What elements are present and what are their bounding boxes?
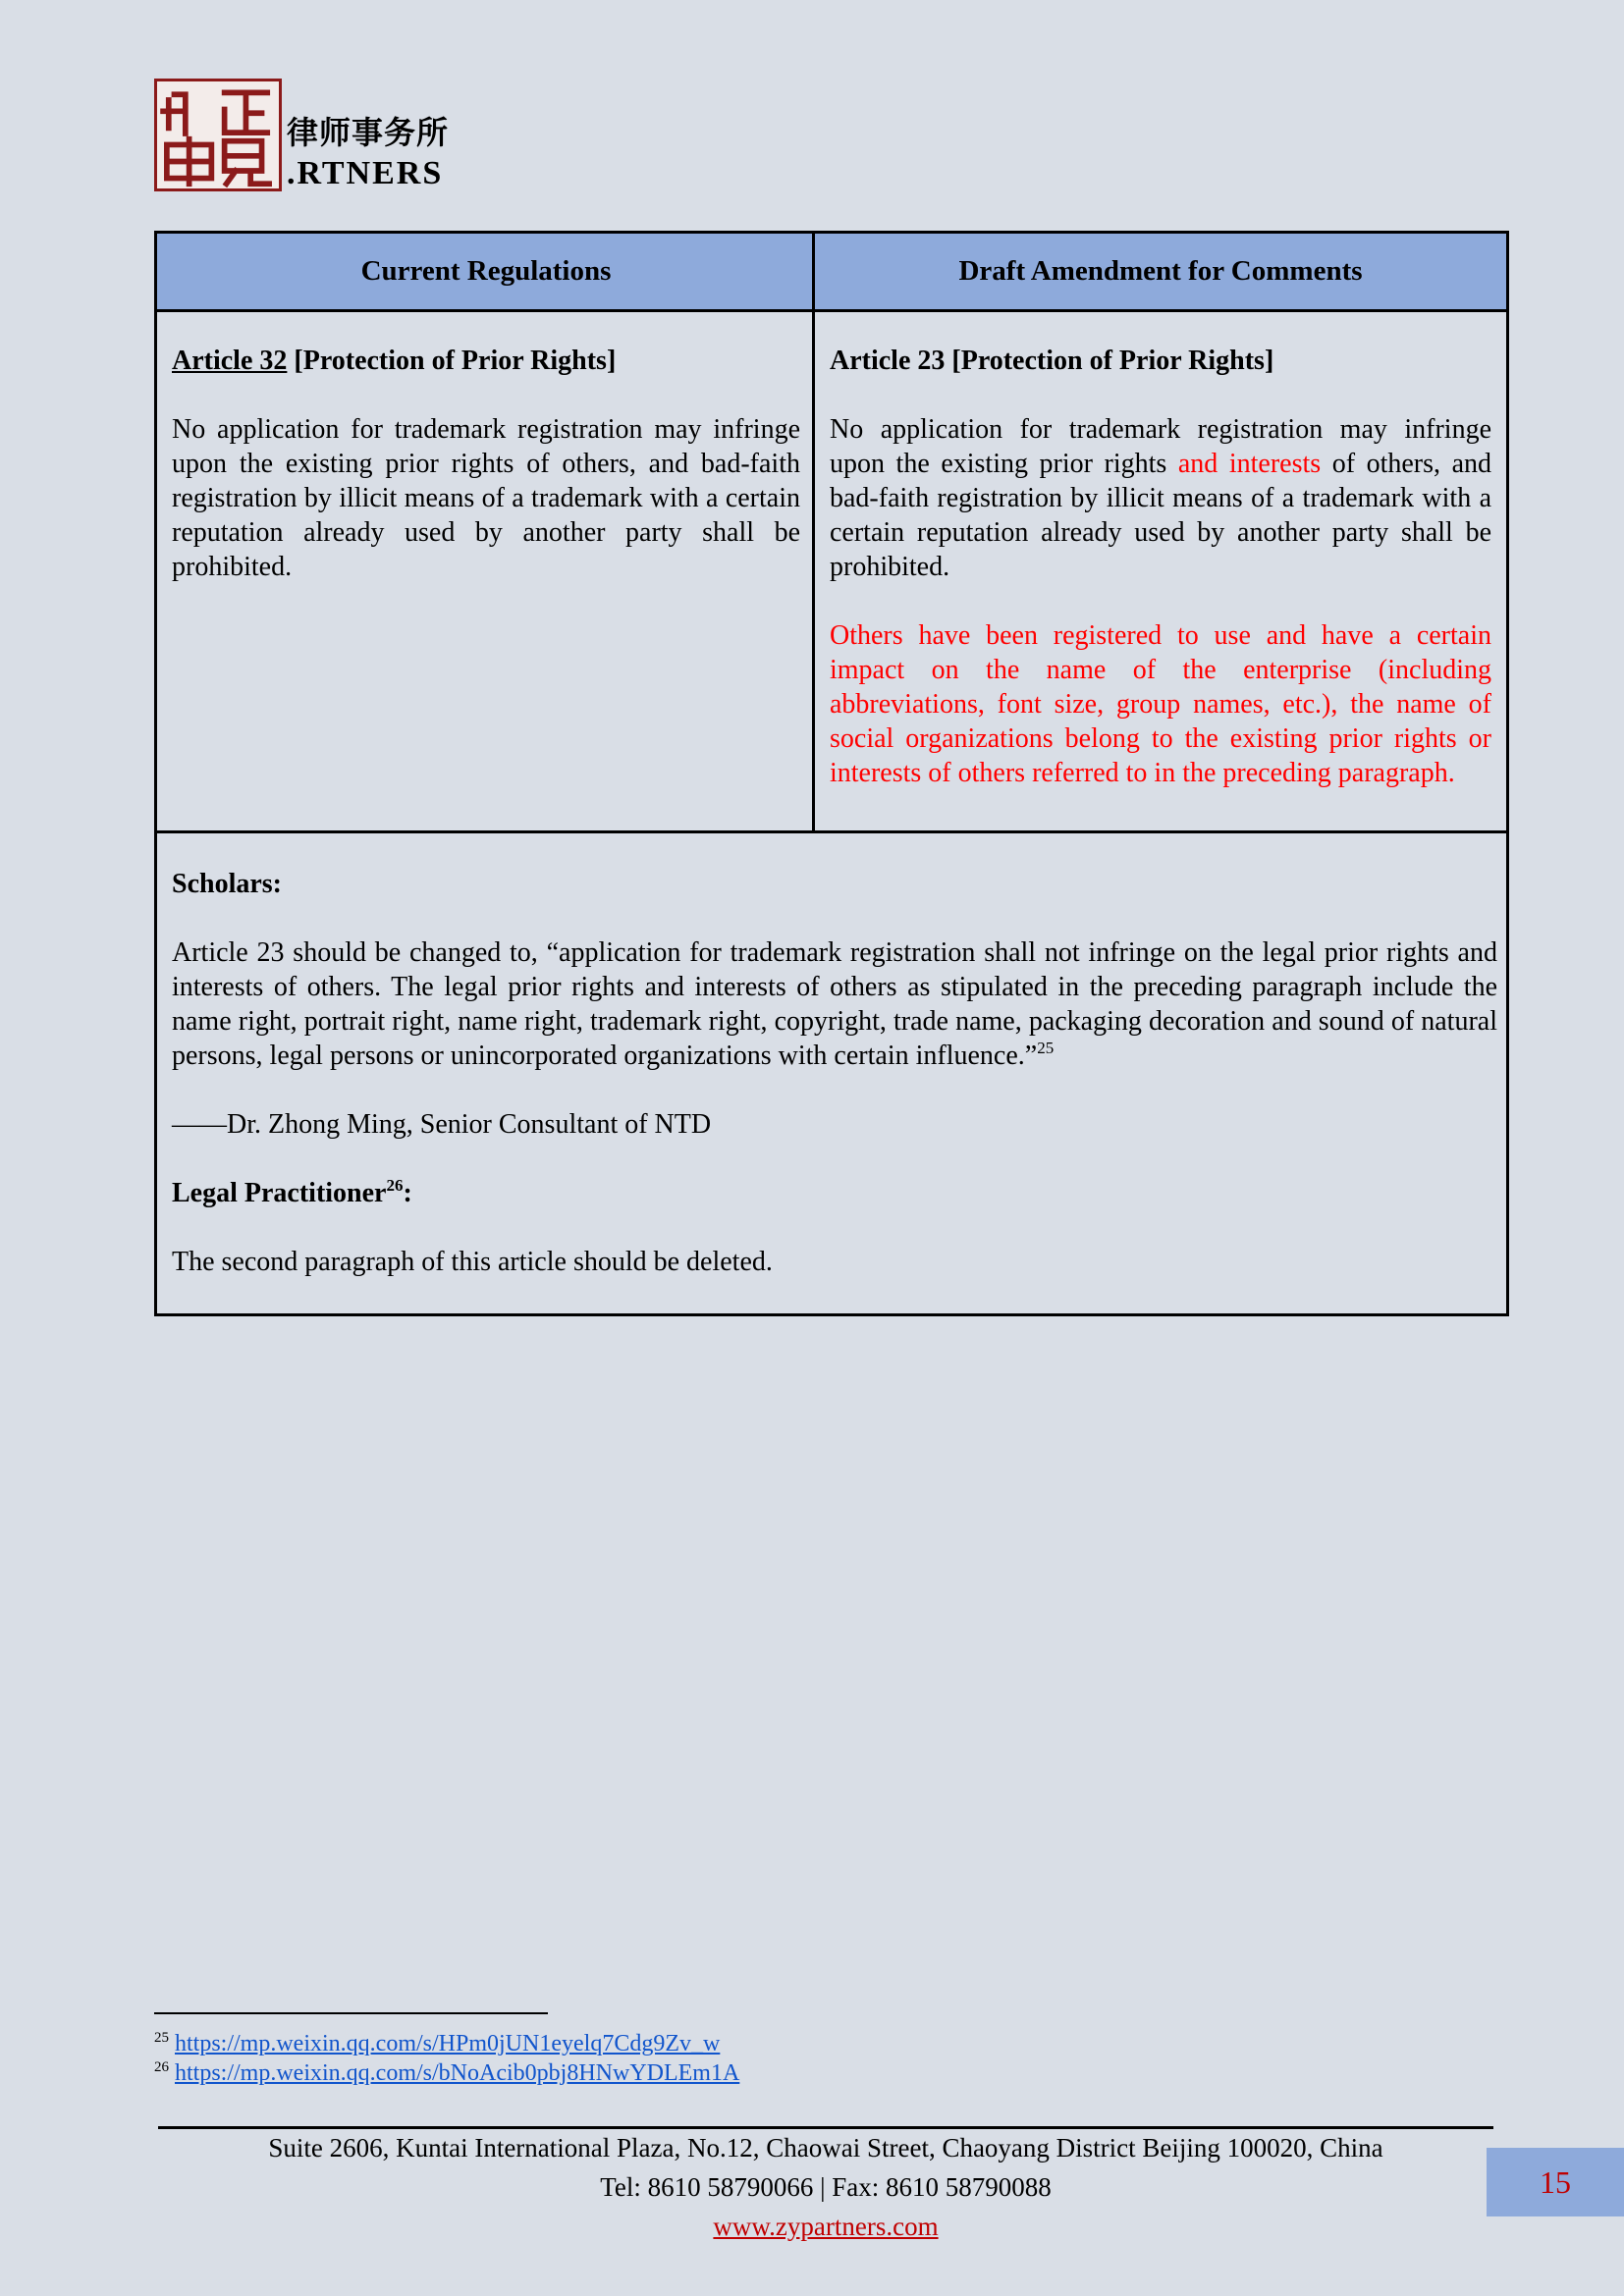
draft-amendment-cell: [830, 344, 1491, 790]
comments-cell: [172, 867, 1497, 1279]
firm-name-chinese: 律师事务所: [287, 114, 450, 151]
current-regulation-cell: [172, 344, 800, 584]
current-article-title: [Protection of Prior Rights]: [287, 346, 617, 376]
column-header-current: Current Regulations: [157, 234, 815, 312]
current-article-number: Article 32: [172, 346, 288, 376]
column-header-draft: Draft Amendment for Comments: [815, 234, 1506, 312]
practitioner-comment: The second paragraph of this article should be deleted.: [172, 1247, 773, 1277]
seal-glyph-icon: [157, 81, 279, 188]
draft-added-paragraph: Others have been registered to use and have a certain impact on the name of the enterprise (including abbreviations, font size, group names, etc.), the name of social organizations belong to the existing prior rights or interests of others referred to in the preceding paragraph.: [830, 620, 1491, 788]
footnote-25-link[interactable]: https://mp.weixin.qq.com/s/HPm0jUN1eyelq7Cdg9Zv_w: [175, 2031, 721, 2056]
draft-article-heading: Article 23 [Protection of Prior Rights]: [830, 346, 1274, 376]
firm-seal-logo: [154, 79, 282, 191]
current-article-body: No application for trademark registration may infringe upon the existing prior rights of others, and bad-faith registration by illicit means of a trademark with a certain reputation already used by another party shall be prohibited.: [172, 414, 800, 582]
footnote-26-link[interactable]: https://mp.weixin.qq.com/s/bNoAcib0pbj8HNwYDLEm1A: [175, 2060, 740, 2086]
scholars-label: Scholars:: [172, 869, 282, 899]
footer-address: Suite 2606, Kuntai International Plaza, No.12, Chaowai Street, Chaoyang District Beijing 100020, China: [268, 2133, 1383, 2163]
website-link[interactable]: www.zypartners.com: [713, 2212, 939, 2241]
footer-contact: Tel: 8610 58790066 | Fax: 8610 58790088: [600, 2172, 1052, 2202]
added-text-highlight: and interests: [1177, 449, 1322, 479]
footnote-25: $^{25}$ https://mp.weixin.qq.com/s/HPm0jUN1eyelq7Cdg9Zv_w: [154, 2030, 721, 2056]
footnote-ref-25[interactable]: 25: [1037, 1039, 1055, 1057]
footer-rule: [158, 2126, 1493, 2129]
scholars-comment: Article 23 should be changed to, “application for trademark registration shall not infringe on the legal prior rights and interests of others. The legal prior rights and interests of others as stipulated in the preceding paragraph include the name right, portrait right, name right, trademark right, copyright, trade name, packaging decoration and sound of natural persons, legal persons or unincorporated organizations with certain influence.”$^{25}$: [172, 937, 1497, 1071]
current-article-heading: [172, 344, 800, 378]
footnote-ref-26[interactable]: 26: [386, 1176, 404, 1195]
draft-article-body: No application for trademark registration may infringe upon the existing prior rights and interests of others, and bad-faith registration by illicit means of a trademark with a certain reputation already used by another party shall be prohibited.: [830, 414, 1491, 582]
footnote-26: $^{26}$ https://mp.weixin.qq.com/s/bNoAcib0pbj8HNwYDLEm1A: [154, 2059, 740, 2086]
column-divider: [812, 234, 815, 832]
footnote-separator: [154, 2012, 548, 2014]
footer-website: [158, 2211, 1493, 2242]
row-divider: [157, 830, 1506, 833]
scholar-attribution: ——Dr. Zhong Ming, Senior Consultant of NTD: [172, 1109, 712, 1140]
firm-name-english: .RTNERS: [287, 155, 444, 191]
page-number: 15: [1487, 2148, 1624, 2216]
practitioner-label: Legal Practitioner$^{26}$:: [172, 1176, 412, 1208]
comparison-table: [154, 231, 1509, 1316]
